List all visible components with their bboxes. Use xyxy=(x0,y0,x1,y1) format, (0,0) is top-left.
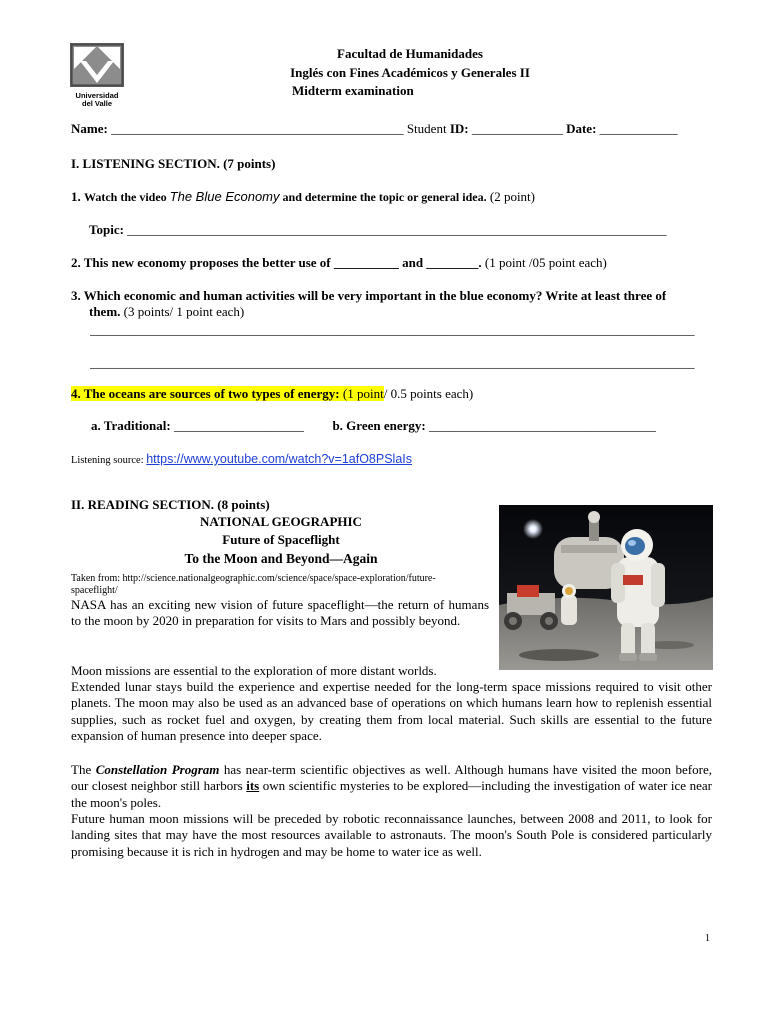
student-id-blank[interactable]: ______________ xyxy=(471,121,563,136)
university-logo xyxy=(70,43,124,108)
name-label: Name: xyxy=(71,121,108,136)
question-4 xyxy=(71,386,473,402)
page-number: 1 xyxy=(705,933,710,944)
q4-points-highlight: (1 point xyxy=(339,386,384,401)
listening-section-title: I. LISTENING SECTION. (7 points) xyxy=(71,156,276,171)
student-id-label: ID: xyxy=(449,121,469,136)
header-line2: Inglés con Fines Académicos y Generales II xyxy=(290,65,530,80)
p3-text-b: has near-term scientific objectives as well. Although humans have visited the moon before, our closest neighbor still harbors xyxy=(71,762,712,794)
listening-source xyxy=(71,451,412,467)
article-headline: To the Moon and Beyond—Again xyxy=(184,551,378,566)
q3-line2: them. xyxy=(89,304,121,319)
question-3 xyxy=(71,288,666,320)
q3-answer-blank-2[interactable]: _____________________________________________________________________________________________ xyxy=(90,355,695,370)
topic-line xyxy=(89,222,667,238)
q1-points: (2 point) xyxy=(486,189,535,204)
q1-number: 1. xyxy=(71,189,81,204)
q4b-label: b. Green energy: xyxy=(332,418,426,433)
header-line3: Midterm examination xyxy=(292,83,414,98)
taken-from-line1: Taken from: http://science.nationalgeographic.com/science/space/space-exploration/future- xyxy=(71,573,436,584)
header-line1: Facultad de Humanidades xyxy=(337,46,483,61)
question-2 xyxy=(71,255,607,271)
topic-label: Topic: xyxy=(89,222,124,237)
student-info-line xyxy=(71,121,678,137)
q4a-label: a. Traditional: xyxy=(91,418,171,433)
q4-points-rest: / 0.5 points each) xyxy=(383,386,474,401)
university-logo-icon xyxy=(70,43,124,87)
q1-video-title: The Blue Economy xyxy=(169,189,280,204)
paragraph-2-first-line: Moon missions are essential to the exploration of more distant worlds. xyxy=(71,663,437,678)
date-blank[interactable]: ____________ xyxy=(599,121,678,136)
q4b-blank[interactable]: ___________________________________ xyxy=(428,418,657,433)
q3-line1: 3. Which economic and human activities will be very important in the blue economy? Write at least three of xyxy=(71,288,667,303)
source-label: Listening source: xyxy=(71,455,147,466)
logo-text-line2: del Valle xyxy=(81,99,113,108)
q4-text: 4. The oceans are sources of two types of energy: xyxy=(71,386,340,401)
topic-blank[interactable]: ___________________________________________________________________________________ xyxy=(127,222,667,237)
student-id-prefix: Student xyxy=(406,121,450,136)
q3-answer-blank-1[interactable]: _____________________________________________________________________________________________ xyxy=(90,322,695,337)
article-subtitle: Future of Spaceflight xyxy=(222,532,340,547)
p3-text-c: own scientific mysteries to be explored—including the investigation of water ice near the moon's poles. xyxy=(71,778,712,810)
q4a-blank[interactable]: ____________________ xyxy=(173,418,304,433)
p3-text-a: The xyxy=(71,762,96,777)
q1-text-a: Watch the video xyxy=(84,190,170,204)
paragraph-1: NASA has an exciting new vision of future spaceflight—the return of humans to the moon by 2020 in preparation for visits to Mars and possibly beyond. xyxy=(71,597,489,629)
q4-options xyxy=(91,418,656,434)
publication-name: NATIONAL GEOGRAPHIC xyxy=(200,514,362,529)
source-link[interactable]: https://www.youtube.com/watch?v=1afO8PSlaIs xyxy=(146,452,412,466)
paragraph-4: Future human moon missions will be preceded by robotic reconnaissance launches, between 2008 and 2011, to look for landing sites that may have the most resources available to astronauts. The moon's South Pole is considered particularly promising because it is rich in hydrogen and may be home to water ice as well. xyxy=(71,811,712,859)
q2-text: 2. This new economy proposes the better use of __________ and ________. xyxy=(71,255,482,270)
taken-from xyxy=(71,573,491,597)
taken-from-line2: spaceflight/ xyxy=(71,585,118,596)
q2-points: (1 point /05 point each) xyxy=(481,255,607,270)
paragraph-3 xyxy=(71,762,712,811)
q1-text-b: and determine the topic or general idea. xyxy=(279,190,487,204)
logo-text-line1: Universidad xyxy=(75,91,119,100)
question-1 xyxy=(71,189,535,205)
constellation-program: Constellation Program xyxy=(95,762,220,777)
reading-section-title: II. READING SECTION. (8 points) xyxy=(71,497,270,512)
q3-points: (3 points/ 1 point each) xyxy=(120,304,245,319)
astronaut-moon-illustration xyxy=(499,505,713,670)
paragraph-2: Extended lunar stays build the experience and expertise needed for the long-term space missions required to visit other planets. The moon may also be used as an advanced base of operations on which humans learn how to replenish essential supplies, such as rocket fuel and oxygen, by creating them from local material. Such skills are essential to the future expansion of human presence into deeper space. xyxy=(71,679,712,744)
word-its: its xyxy=(246,778,260,794)
moon-astronauts-image xyxy=(499,505,713,670)
date-label: Date: xyxy=(566,121,597,136)
name-blank[interactable]: _____________________________________________ xyxy=(111,121,404,136)
